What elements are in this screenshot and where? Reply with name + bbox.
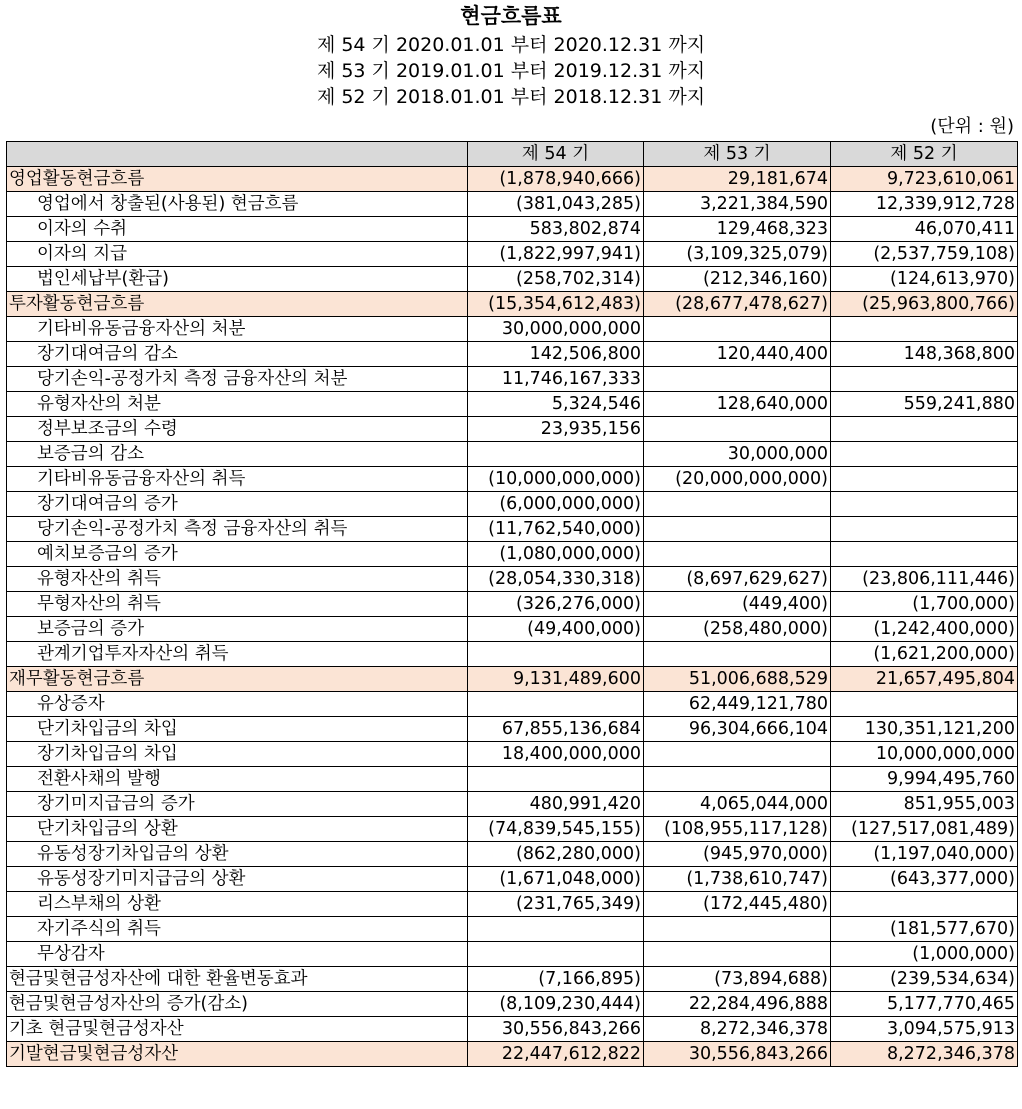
table-row: [7, 617, 1018, 642]
value-period-54: (49,400,000): [468, 617, 644, 642]
value-period-52: 8,272,346,378: [831, 1042, 1018, 1067]
row-label: 당기손익-공정가치 측정 금융자산의 처분: [7, 367, 468, 392]
value-period-52: [831, 892, 1018, 917]
value-period-54: [468, 942, 644, 967]
value-period-52: 46,070,411: [831, 217, 1018, 242]
value-period-53: 120,440,400: [644, 342, 831, 367]
row-label: 유동성장기미지급금의 상환: [7, 867, 468, 892]
row-label: 무상감자: [7, 942, 468, 967]
value-period-54: (326,276,000): [468, 592, 644, 617]
table-row: [7, 367, 1018, 392]
value-period-52: 12,339,912,728: [831, 192, 1018, 217]
value-period-53: (20,000,000,000): [644, 467, 831, 492]
value-period-52: (1,000,000): [831, 942, 1018, 967]
row-label: 현금및현금성자산에 대한 환율변동효과: [7, 967, 468, 992]
row-label: 이자의 수취: [7, 217, 468, 242]
row-label: 기초 현금및현금성자산: [7, 1017, 468, 1042]
value-period-54: (28,054,330,318): [468, 567, 644, 592]
value-period-54: 22,447,612,822: [468, 1042, 644, 1067]
table-row: [7, 842, 1018, 867]
value-period-53: (108,955,117,128): [644, 817, 831, 842]
header-row: [7, 142, 1018, 167]
table-row: [7, 542, 1018, 567]
table-row: [7, 917, 1018, 942]
row-label: 자기주식의 취득: [7, 917, 468, 942]
row-label: 이자의 지급: [7, 242, 468, 267]
row-label: 현금및현금성자산의 증가(감소): [7, 992, 468, 1017]
value-period-54: (381,043,285): [468, 192, 644, 217]
table-row: [7, 717, 1018, 742]
value-period-53: 8,272,346,378: [644, 1017, 831, 1042]
value-period-54: [468, 767, 644, 792]
row-label: 유동성장기차입금의 상환: [7, 842, 468, 867]
value-period-53: (73,894,688): [644, 967, 831, 992]
value-period-52: [831, 517, 1018, 542]
value-period-53: (3,109,325,079): [644, 242, 831, 267]
table-row: [7, 892, 1018, 917]
row-label: 기타비유동금융자산의 처분: [7, 317, 468, 342]
table-row: [7, 392, 1018, 417]
table-row: [7, 517, 1018, 542]
value-period-53: [644, 417, 831, 442]
row-label: 기타비유동금융자산의 취득: [7, 467, 468, 492]
value-period-52: (1,700,000): [831, 592, 1018, 617]
value-period-52: (239,534,634): [831, 967, 1018, 992]
value-period-52: (1,197,040,000): [831, 842, 1018, 867]
period-line: 제 53 기 2019.01.01 부터 2019.12.31 까지: [316, 60, 706, 82]
value-period-54: [468, 692, 644, 717]
value-period-52: 10,000,000,000: [831, 742, 1018, 767]
statement-title: 현금흐름표: [460, 4, 562, 28]
table-row: [7, 817, 1018, 842]
value-period-52: (124,613,970): [831, 267, 1018, 292]
value-period-54: (8,109,230,444): [468, 992, 644, 1017]
value-period-52: [831, 367, 1018, 392]
table-row: [7, 192, 1018, 217]
header-cell-period-53: 제 53 기: [644, 142, 831, 167]
row-label: 단기차입금의 차입: [7, 717, 468, 742]
header-cell-account: [7, 142, 468, 167]
table-row: [7, 992, 1018, 1017]
value-period-54: 11,746,167,333: [468, 367, 644, 392]
row-label: 장기미지급금의 증가: [7, 792, 468, 817]
value-period-54: (74,839,545,155): [468, 817, 644, 842]
table-row: [7, 492, 1018, 517]
value-period-53: (449,400): [644, 592, 831, 617]
table-row: [7, 692, 1018, 717]
value-period-54: 18,400,000,000: [468, 742, 644, 767]
value-period-52: 130,351,121,200: [831, 717, 1018, 742]
value-period-52: (23,806,111,446): [831, 567, 1018, 592]
value-period-53: 128,640,000: [644, 392, 831, 417]
value-period-52: [831, 542, 1018, 567]
row-label: 정부보조금의 수령: [7, 417, 468, 442]
row-label: 리스부채의 상환: [7, 892, 468, 917]
value-period-53: 3,221,384,590: [644, 192, 831, 217]
value-period-53: [644, 492, 831, 517]
row-label: 보증금의 감소: [7, 442, 468, 467]
value-period-53: [644, 517, 831, 542]
value-period-52: [831, 442, 1018, 467]
value-period-54: (1,671,048,000): [468, 867, 644, 892]
table-row: [7, 742, 1018, 767]
value-period-52: 148,368,800: [831, 342, 1018, 367]
value-period-53: 129,468,323: [644, 217, 831, 242]
table-row: [7, 167, 1018, 192]
period-line: 제 52 기 2018.01.01 부터 2018.12.31 까지: [316, 86, 706, 108]
value-period-52: 559,241,880: [831, 392, 1018, 417]
row-label: 재무활동현금흐름: [7, 667, 468, 692]
row-label: 영업에서 창출된(사용된) 현금흐름: [7, 192, 468, 217]
value-period-53: 4,065,044,000: [644, 792, 831, 817]
value-period-54: 67,855,136,684: [468, 717, 644, 742]
value-period-54: (1,822,997,941): [468, 242, 644, 267]
table-row: [7, 867, 1018, 892]
table-row: [7, 342, 1018, 367]
value-period-54: 142,506,800: [468, 342, 644, 367]
value-period-54: (258,702,314): [468, 267, 644, 292]
value-period-52: 9,994,495,760: [831, 767, 1018, 792]
period-line: 제 54 기 2020.01.01 부터 2020.12.31 까지: [316, 34, 706, 56]
table-row: [7, 942, 1018, 967]
value-period-53: 62,449,121,780: [644, 692, 831, 717]
value-period-53: [644, 917, 831, 942]
value-period-54: 9,131,489,600: [468, 667, 644, 692]
value-period-53: (258,480,000): [644, 617, 831, 642]
cash-flow-table: [6, 141, 1018, 1067]
row-label: 법인세납부(환급): [7, 267, 468, 292]
value-period-52: 3,094,575,913: [831, 1017, 1018, 1042]
value-period-54: (10,000,000,000): [468, 467, 644, 492]
value-period-54: (1,080,000,000): [468, 542, 644, 567]
value-period-53: [644, 742, 831, 767]
table-row: [7, 242, 1018, 267]
row-label: 영업활동현금흐름: [7, 167, 468, 192]
value-period-52: (2,537,759,108): [831, 242, 1018, 267]
row-label: 기말현금및현금성자산: [7, 1042, 468, 1067]
table-row: [7, 417, 1018, 442]
value-period-54: 30,556,843,266: [468, 1017, 644, 1042]
value-period-52: [831, 692, 1018, 717]
value-period-52: 851,955,003: [831, 792, 1018, 817]
value-period-54: (11,762,540,000): [468, 517, 644, 542]
value-period-54: (862,280,000): [468, 842, 644, 867]
row-label: 예치보증금의 증가: [7, 542, 468, 567]
table-row: [7, 767, 1018, 792]
value-period-52: 9,723,610,061: [831, 167, 1018, 192]
row-label: 유형자산의 처분: [7, 392, 468, 417]
row-label: 장기차입금의 차입: [7, 742, 468, 767]
value-period-53: 51,006,688,529: [644, 667, 831, 692]
table-row: [7, 967, 1018, 992]
value-period-52: [831, 317, 1018, 342]
value-period-54: [468, 917, 644, 942]
value-period-52: (127,517,081,489): [831, 817, 1018, 842]
table-row: [7, 292, 1018, 317]
value-period-52: [831, 467, 1018, 492]
value-period-52: (25,963,800,766): [831, 292, 1018, 317]
row-label: 장기대여금의 증가: [7, 492, 468, 517]
value-period-54: 23,935,156: [468, 417, 644, 442]
value-period-54: (15,354,612,483): [468, 292, 644, 317]
value-period-52: [831, 492, 1018, 517]
header-cell-period-54: 제 54 기: [468, 142, 644, 167]
table-row: [7, 442, 1018, 467]
value-period-53: [644, 942, 831, 967]
table-row: [7, 592, 1018, 617]
value-period-52: (1,621,200,000): [831, 642, 1018, 667]
table-row: [7, 267, 1018, 292]
row-label: 투자활동현금흐름: [7, 292, 468, 317]
row-label: 무형자산의 취득: [7, 592, 468, 617]
row-label: 전환사채의 발행: [7, 767, 468, 792]
value-period-53: (172,445,480): [644, 892, 831, 917]
value-period-53: (945,970,000): [644, 842, 831, 867]
value-period-52: 21,657,495,804: [831, 667, 1018, 692]
table-row: [7, 317, 1018, 342]
row-label: 유상증자: [7, 692, 468, 717]
table-row: [7, 642, 1018, 667]
table-row: [7, 217, 1018, 242]
header-cell-period-52: 제 52 기: [831, 142, 1018, 167]
value-period-52: (181,577,670): [831, 917, 1018, 942]
value-period-54: 583,802,874: [468, 217, 644, 242]
row-label: 당기손익-공정가치 측정 금융자산의 취득: [7, 517, 468, 542]
value-period-53: [644, 317, 831, 342]
value-period-54: 30,000,000,000: [468, 317, 644, 342]
value-period-54: (231,765,349): [468, 892, 644, 917]
value-period-54: 480,991,420: [468, 792, 644, 817]
value-period-54: (1,878,940,666): [468, 167, 644, 192]
table-row: [7, 792, 1018, 817]
value-period-53: (212,346,160): [644, 267, 831, 292]
value-period-54: [468, 442, 644, 467]
value-period-53: [644, 542, 831, 567]
row-label: 관계기업투자자산의 취득: [7, 642, 468, 667]
value-period-54: (7,166,895): [468, 967, 644, 992]
table-row: [7, 1017, 1018, 1042]
value-period-52: (1,242,400,000): [831, 617, 1018, 642]
row-label: 유형자산의 취득: [7, 567, 468, 592]
value-period-53: (8,697,629,627): [644, 567, 831, 592]
value-period-54: [468, 642, 644, 667]
value-period-53: [644, 767, 831, 792]
row-label: 단기차입금의 상환: [7, 817, 468, 842]
table-row: [7, 1042, 1018, 1067]
value-period-53: 30,556,843,266: [644, 1042, 831, 1067]
value-period-53: [644, 367, 831, 392]
value-period-53: 29,181,674: [644, 167, 831, 192]
value-period-54: (6,000,000,000): [468, 492, 644, 517]
value-period-52: 5,177,770,465: [831, 992, 1018, 1017]
value-period-53: 30,000,000: [644, 442, 831, 467]
row-label: 장기대여금의 감소: [7, 342, 468, 367]
value-period-52: [831, 417, 1018, 442]
value-period-53: (1,738,610,747): [644, 867, 831, 892]
table-row: [7, 667, 1018, 692]
table-row: [7, 567, 1018, 592]
value-period-53: 22,284,496,888: [644, 992, 831, 1017]
value-period-54: 5,324,546: [468, 392, 644, 417]
table-row: [7, 467, 1018, 492]
row-label: 보증금의 증가: [7, 617, 468, 642]
value-period-53: 96,304,666,104: [644, 717, 831, 742]
value-period-53: [644, 642, 831, 667]
value-period-52: (643,377,000): [831, 867, 1018, 892]
value-period-53: (28,677,478,627): [644, 292, 831, 317]
unit-label: (단위 : 원): [930, 116, 1014, 137]
